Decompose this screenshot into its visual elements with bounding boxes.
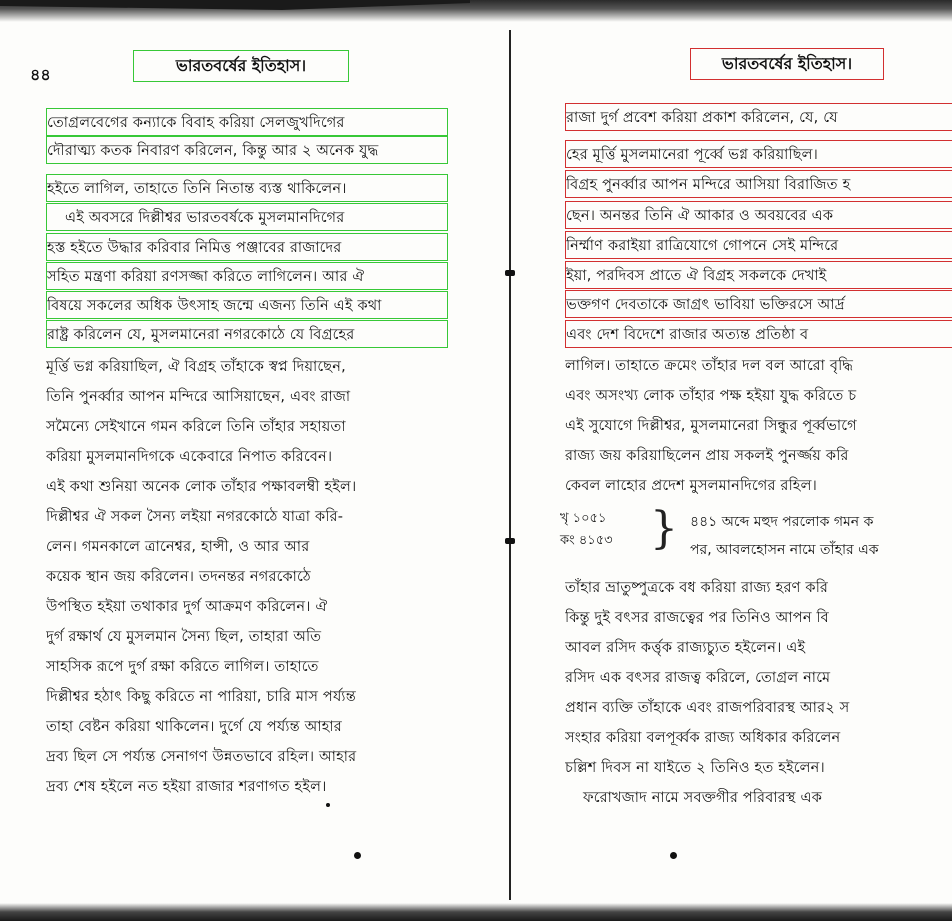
text-line: সহিত মন্ত্রণা করিয়া রণসজ্জা করিতে লাগিলেন। আর ঐ	[46, 262, 448, 290]
text-line: রাজা দুর্গ প্রবেশ করিয়া প্রকাশ করিলেন, যে, যে	[565, 103, 952, 131]
text-line: এবং দেশ বিদেশে রাজার অত্যন্ত প্রতিষ্ঠা ব	[565, 320, 952, 348]
text-line: দ্রব্য শেষ হইলে নত হইয়া রাজার শরণাগত হইল।	[46, 779, 327, 795]
gutter-mark	[505, 270, 515, 276]
gutter-line	[509, 30, 511, 900]
text-line: হস্ত হইতে উদ্ধার করিবার নিমিত্ত পঞ্জাবের রাজাদের	[46, 233, 448, 261]
text-line: সমৈন্যে সেইখানে গমন করিলে তিনি তাঁহার সহায়তা	[46, 419, 346, 435]
text-line: দিল্লীশ্বর হঠাৎ কিছু করিতে না পারিয়া, চারি মাস পর্য্যন্ত	[46, 689, 356, 705]
footnote-years	[560, 508, 613, 552]
text-line: কিন্তু দুই বৎসর রাজত্বের পর তিনিও আপন বি	[565, 610, 829, 626]
text-line: বিষয়ে সকলের অধিক উৎসাহ জন্মে এজন্য তিনি এই কথা	[46, 291, 448, 319]
text-line: আবল রসিদ কর্ত্তৃক রাজ্যচ্যুত হইলেন। এই	[565, 640, 806, 656]
running-header-left: ভারতবর্ষের ইতিহাস।	[133, 50, 349, 82]
footnote-text-line: পর, আবলহোসন নামে তাঁহার এক	[690, 542, 879, 558]
text-line: দিল্লীশ্বর ঐ সকল সৈন্য লইয়া নগরকোঠে যাত্রা করি-	[46, 509, 344, 525]
text-line: ছেন। অনন্তর তিনি ঐ আকার ও অবয়বের এক	[565, 201, 952, 229]
text-line: কেবল লাহোর প্রদেশ মুসলমানদিগের রহিল।	[565, 478, 817, 494]
text-line: তাঁহার ভ্রাতুষ্পুত্রকে বধ করিয়া রাজ্য হরণ করি	[565, 580, 829, 596]
text-line: রাষ্ট্র করিলেন যে, মুসলমানেরা নগরকোঠে যে বিগ্রহের	[46, 320, 448, 348]
text-line: তাহা বেষ্টন করিয়া থাকিলেন। দুর্গে যে পর্য্যন্ত আহার	[46, 719, 342, 735]
text-line: এবং অসংখ্য লোক তাঁহার পক্ষ হইয়া যুদ্ধ করিতে চ	[565, 388, 857, 404]
ink-speck	[354, 852, 361, 859]
footnote-text-line: ৪৪১ অব্দে মহুদ পরলোক গমন ক	[690, 514, 874, 530]
text-line: হইতে লাগিল, তাহাতে তিনি নিতান্ত ব্যস্ত থাকিলেন।	[46, 174, 448, 202]
text-line: এই সুযোগে দিল্লীশ্বর, মুসলমানেরা সিন্ধুর পূর্ব্বভাগে	[565, 418, 857, 434]
text-line: লেন। গমনকালে ত্রানেশ্বর, হান্সী, ও আর আর	[46, 539, 310, 555]
text-line: বিগ্রহ পুনর্ব্বার আপন মন্দিরে আসিয়া বিরাজিত হ	[565, 170, 952, 198]
right-page	[520, 0, 952, 921]
text-line: তোগ্রলবেগের কন্যাকে বিবাহ করিয়া সেলজুখদিগের	[46, 108, 448, 136]
footnote-brace: }	[650, 503, 678, 554]
text-line: মূর্ত্তি ভগ্ন করিয়াছিল, ঐ বিগ্রহ তাঁহাকে স্বপ্ন দিয়াছেন,	[46, 359, 346, 375]
text-line: দ্রব্য ছিল সে পর্য্যন্ত সেনাগণ উন্নতভাবে রহিল। আহার	[46, 749, 357, 765]
gutter-mark	[505, 538, 515, 544]
text-line: দুর্গ রক্ষার্থ যে মুসলমান সৈন্য ছিল, তাহারা অতি	[46, 629, 322, 645]
text-line: সাহসিক রূপে দুর্গ রক্ষা করিতে লাগিল। তাহাতে	[46, 659, 319, 675]
book-gutter	[505, 30, 515, 900]
footnote-year-christian: খৃ ১০৫১	[560, 511, 607, 526]
text-line: তিনি পুনর্ব্বার আপন মন্দিরে আসিয়াছেন, এবং রাজা	[46, 389, 351, 405]
ink-speck	[670, 852, 677, 859]
year-footnote	[560, 504, 952, 568]
footnote-text	[690, 508, 879, 564]
ink-speck	[326, 803, 330, 807]
text-line: দৌরাত্ম্য কতক নিবারণ করিলেন, কিন্তু আর ২ অনেক যুদ্ধ	[46, 136, 448, 164]
text-line: সংহার করিয়া বলপূর্ব্বক রাজ্য অধিকার করিলেন	[565, 730, 841, 746]
text-line: এই অবসরে দিল্লীশ্বর ভারতবর্ষকে মুসলমানদিগের	[46, 203, 448, 231]
text-line: চল্লিশ দিবস না যাইতে ২ তিনিও হত হইলেন।	[565, 760, 825, 776]
text-line: ফরোখজাদ নামে সবক্তগীর পরিবারস্থ এক	[583, 790, 823, 806]
footnote-year-kali: কং ৪১৫৩	[560, 533, 613, 548]
page-number: ৪৪	[30, 65, 51, 84]
text-line: রাজ্য জয় করিয়াছিলেন প্রায় সকলই পুনর্জ্জয় করি	[565, 448, 849, 464]
text-line: উপস্থিত হইয়া তথাকার দুর্গ আক্রমণ করিলেন। ঐ	[46, 599, 328, 615]
text-line: লাগিল। তাহাতে ক্রমেং তাঁহার দল বল আরো বৃদ্ধি	[565, 358, 854, 374]
text-line: ইয়া, পরদিবস প্রাতে ঐ বিগ্রহ সকলকে দেখাই	[565, 261, 952, 289]
text-line: হের মূর্ত্তি মুসলমানেরা পূর্ব্বে ভগ্ন করিয়াছিল।	[565, 140, 952, 168]
text-line: করিয়া মুসলমানদিগকে একেবারে নিপাত করিবেন।	[46, 449, 333, 465]
text-line: ভক্তগণ দেবতাকে জাগ্রৎ ভাবিয়া ভক্তিরসে আর্দ্র	[565, 290, 952, 318]
text-line: নির্ম্মাণ করাইয়া রাত্রিযোগে গোপনে সেই মন্দিরে	[565, 231, 952, 259]
text-line: এই কথা শুনিয়া অনেক লোক তাঁহার পক্ষাবলম্বী হইল।	[46, 479, 357, 495]
running-header-right: ভারতবর্ষের ইতিহাস।	[690, 48, 884, 80]
text-line: রসিদ এক বৎসর রাজত্ব করিলে, তোগ্রল নামে	[565, 670, 831, 686]
text-line: প্রধান ব্যক্তি তাঁহাকে এবং রাজপরিবারস্থ আর২ স	[565, 700, 850, 716]
text-line: কয়েক স্থান জয় করিলেন। তদনন্তর নগরকোঠে	[46, 569, 311, 585]
